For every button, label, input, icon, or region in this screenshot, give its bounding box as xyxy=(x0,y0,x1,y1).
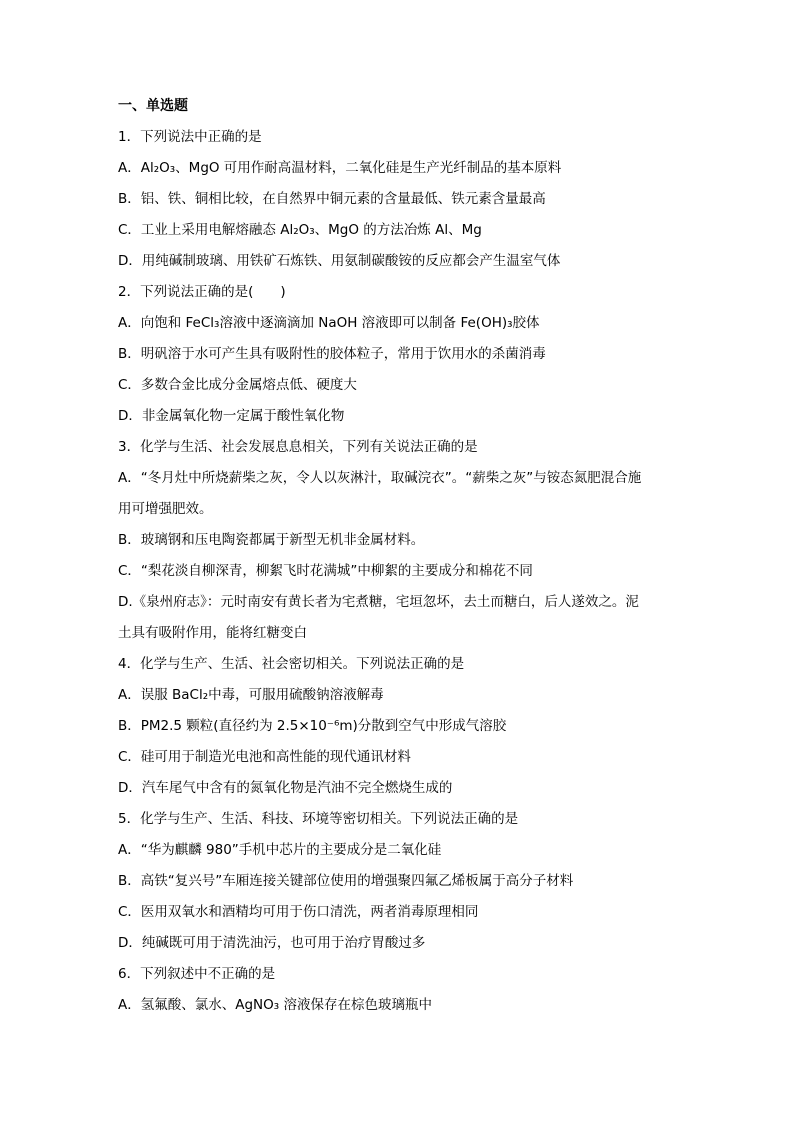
section-title: 一、单选题 xyxy=(118,98,188,114)
question-list xyxy=(118,96,678,1026)
option-c: C．工业上采用电解熔融态 Al₂O₃、MgO 的方法冶炼 Al、Mg xyxy=(118,222,482,238)
question-stem: 1．下列说法中正确的是 xyxy=(118,129,262,145)
option-c: C．医用双氧水和酒精均可用于伤口清洗，两者消毒原理相同 xyxy=(118,904,479,920)
option-b: B．玻璃钢和压电陶瓷都属于新型无机非金属材料。 xyxy=(118,532,425,548)
question-stem: 4．化学与生产、生活、社会密切相关。下列说法正确的是 xyxy=(118,656,465,672)
option-b: B．明矾溶于水可产生具有吸附性的胶体粒子，常用于饮用水的杀菌消毒 xyxy=(118,346,546,362)
option-c: C．硅可用于制造光电池和高性能的现代通讯材料 xyxy=(118,749,411,765)
option-d: D．汽车尾气中含有的氮氧化物是汽油不完全燃烧生成的 xyxy=(118,780,453,796)
option-b: B．PM2.5 颗粒(直径约为 2.5×10⁻⁶m)分散到空气中形成气溶胶 xyxy=(118,718,507,734)
option-a: A．“华为麒麟 980”手机中芯片的主要成分是二氧化硅 xyxy=(118,842,442,858)
option-d: D．纯碱既可用于清洗油污，也可用于治疗胃酸过多 xyxy=(118,935,426,951)
option-c: C．“梨花淡自柳深青，柳絮飞时花满城”中柳絮的主要成分和棉花不同 xyxy=(118,563,533,579)
question-stem: 6．下列叙述中不正确的是 xyxy=(118,966,276,982)
question-stem: 3．化学与生活、社会发展息息相关，下列有关说法正确的是 xyxy=(118,439,478,455)
option-d-continued: 土具有吸附作用，能将红糖变白 xyxy=(118,625,307,641)
option-b: B．铝、铁、铜相比较，在自然界中铜元素的含量最低、铁元素含量最高 xyxy=(118,191,546,207)
question-stem: 5．化学与生产、生活、科技、环境等密切相关。下列说法正确的是 xyxy=(118,811,519,827)
question-stem: 2．下列说法正确的是( ) xyxy=(118,284,286,300)
option-a-continued: 用可增强肥效。 xyxy=(118,501,213,517)
option-c: C．多数合金比成分金属熔点低、硬度大 xyxy=(118,377,357,393)
option-d: D．用纯碱制玻璃、用铁矿石炼铁、用氨制碳酸铵的反应都会产生温室气体 xyxy=(118,253,561,269)
option-a: A．Al₂O₃、MgO 可用作耐高温材料，二氧化硅是生产光纤制品的基本原料 xyxy=(118,160,562,176)
option-a: A．向饱和 FeCl₃溶液中逐滴滴加 NaOH 溶液即可以制备 Fe(OH)₃胶体 xyxy=(118,315,540,331)
option-a: A．“冬月灶中所烧薪柴之灰，令人以灰淋汁，取碱浣衣”。“薪柴之灰”与铵态氮肥混合施 xyxy=(118,470,642,486)
option-d: D．非金属氧化物一定属于酸性氧化物 xyxy=(118,408,345,424)
option-a: A．氢氟酸、氯水、AgNO₃ 溶液保存在棕色玻璃瓶中 xyxy=(118,997,432,1013)
option-b: B．高铁“复兴号”车厢连接关键部位使用的增强聚四氟乙烯板属于高分子材料 xyxy=(118,873,574,889)
option-d: D.《泉州府志》：元时南安有黄长者为宅煮糖，宅垣忽坏，去土而糖白，后人遂效之。泥 xyxy=(118,594,639,610)
option-a: A．误服 BaCl₂中毒，可服用硫酸钠溶液解毒 xyxy=(118,687,384,703)
